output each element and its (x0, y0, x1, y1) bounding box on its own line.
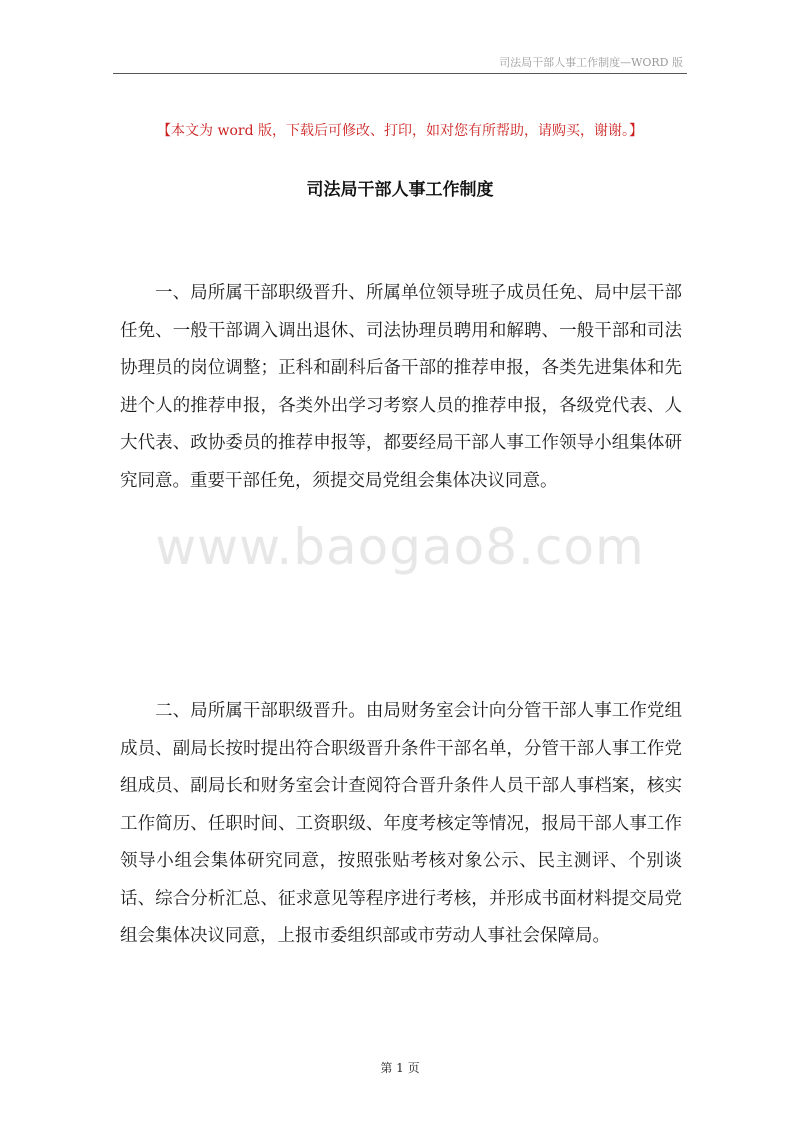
paragraph-1: 一、局所属干部职级晋升、所属单位领导班子成员任免、局中层干部任免、一般干部调入调出退休、司法协理员聘用和解聘、一般干部和司法协理员的岗位调整；正科和副科后备干部的推荐申报，各类先进集体和先进个人的推荐申报，各类外出学习考察人员的推荐申报，各级党代表、人大代表、政协委员的推荐申报等，都要经局干部人事工作领导小组集体研究同意。重要干部任免，须提交局党组会集体决议同意。 (120, 283, 682, 491)
paragraph-2: 二、局所属干部职级晋升。由局财务室会计向分管干部人事工作党组成员、副局长按时提出符合职级晋升条件干部名单，分管干部人事工作党组成员、副局长和财务室会计查阅符合晋升条件人员干部人事档案，核实工作简历、任职时间、工资职级、年度考核定等情况，报局干部人事工作领导小组会集体研究同意，按照张贴考核对象公示、民主测评、个别谈话、综合分析汇总、征求意见等程序进行考核，并形成书面材料提交局党组会集体决议同意，上报市委组织部或市劳动人事社会保障局。 (120, 701, 682, 946)
running-header: 司法局干部人事工作制度—WORD 版 (499, 56, 683, 69)
document-title: 司法局干部人事工作制度 (306, 180, 494, 200)
page-number: 第 1 页 (380, 1061, 420, 1075)
purchase-notice: 【本文为 word 版，下载后可修改、打印，如对您有所帮助，请购买，谢谢。】 (157, 123, 643, 139)
header-divider (113, 73, 687, 74)
watermark: www.baogao8.com (155, 518, 645, 576)
